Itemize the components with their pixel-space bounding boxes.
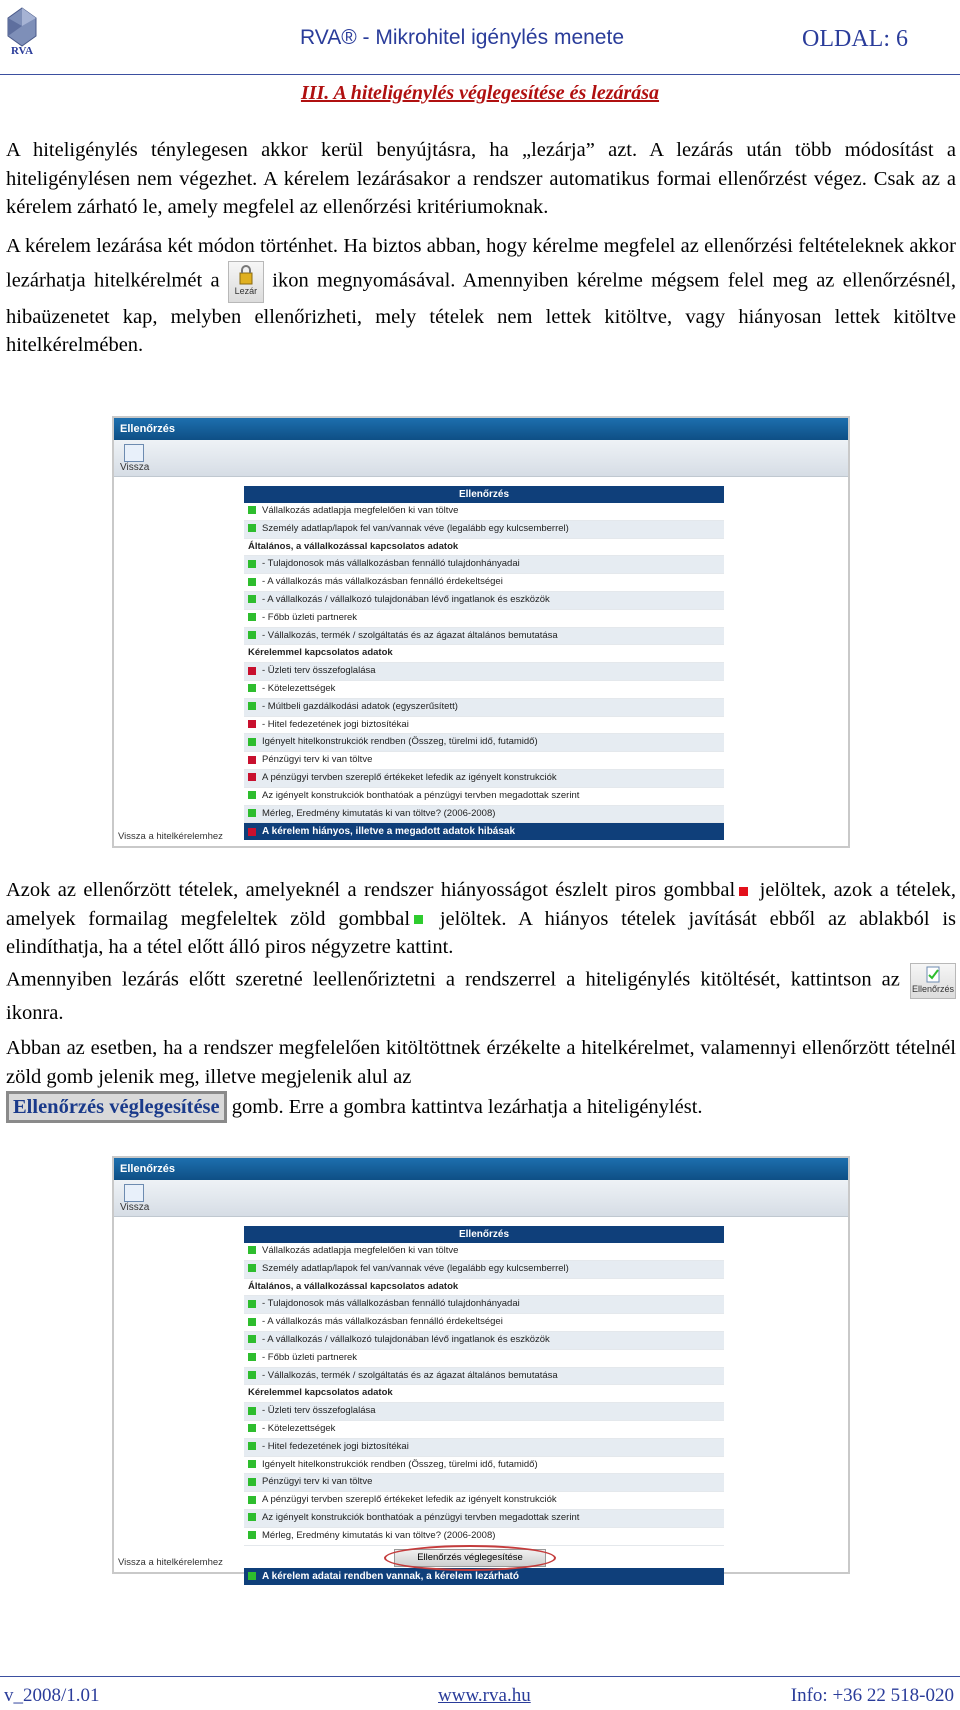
check-row: - Hitel fedezetének jogi biztosítékai [244, 1439, 724, 1457]
toolbar [114, 440, 848, 477]
check-row: - Vállalkozás, termék / szolgáltatás és az ágazat általános bemutatása [244, 1368, 724, 1386]
green-status-icon [248, 1353, 256, 1361]
check-row: - Tulajdonosok más vállalkozásban fennálló tulajdonhányadai [244, 556, 724, 574]
group-heading: Általános, a vállalkozással kapcsolatos adatok [244, 539, 724, 557]
green-status-icon [248, 1460, 256, 1468]
header-title: RVA® - Mikrohitel igénylés menete [300, 26, 624, 49]
green-status-icon [248, 738, 256, 746]
check-row: Igényelt hitelkonstrukciók rendben (Összeg, türelmi idő, futamidő) [244, 1457, 724, 1475]
check-row[interactable]: A pénzügyi tervben szereplő értékeket lefedik az igényelt konstrukciók [244, 770, 724, 788]
page-number: OLDAL: 6 [802, 26, 908, 52]
window-title: Ellenőrzés [114, 1158, 848, 1180]
green-status-icon [248, 631, 256, 639]
check-row: - A vállalkozás / vállalkozó tulajdonában lévő ingatlanok és eszközök [244, 1332, 724, 1350]
finalize-check-button[interactable]: Ellenőrzés véglegesítése [394, 1549, 546, 1567]
green-status-icon [248, 1371, 256, 1379]
back-label[interactable]: Vissza [120, 462, 150, 473]
check-row: Az igényelt konstrukciók bonthatóak a pénzügyi tervben megadottak szerint [244, 788, 724, 806]
section-title: III. A hiteligénylés véglegesítése és lezárása [300, 82, 660, 104]
check-row: Mérleg, Eredmény kimutatás ki van töltve? (2006-2008) [244, 806, 724, 824]
green-square-icon [414, 915, 423, 924]
info-phone: Info: +36 22 518-020 [790, 1685, 954, 1706]
final-button-row [244, 1546, 724, 1568]
check-panel [244, 1226, 724, 1585]
green-status-icon [248, 1246, 256, 1254]
red-status-icon[interactable] [248, 667, 256, 675]
check-row: - A vállalkozás / vállalkozó tulajdonában lévő ingatlanok és eszközök [244, 592, 724, 610]
list-icon[interactable] [124, 1184, 144, 1202]
result-bar: A kérelem adatai rendben vannak, a kérelem lezárható [244, 1568, 724, 1585]
green-status-icon [248, 524, 256, 532]
back-label[interactable]: Vissza [120, 1202, 150, 1213]
check-row: A pénzügyi tervben szereplő értékeket lefedik az igényelt konstrukciók [244, 1492, 724, 1510]
green-status-icon [248, 1531, 256, 1539]
green-status-icon [248, 1335, 256, 1343]
green-status-icon [248, 702, 256, 710]
lock-close-icon: Lezár [228, 261, 264, 303]
back-to-request-link[interactable]: Vissza a hitelkérelemhez [118, 831, 223, 842]
paragraph-text: A kérelem lezárása két módon történhet. Ha biztos abban, hogy kérelme megfelel az ellenőrzési feltételeknek akkor lezárhatja hitelkérelmét a [6, 235, 956, 292]
group-heading: Kérelemmel kapcsolatos adatok [244, 1385, 724, 1403]
red-status-icon[interactable] [248, 720, 256, 728]
paragraph-close-methods [6, 232, 956, 360]
red-square-icon [739, 887, 748, 896]
paragraph-colors: Azok az ellenőrzött tételek, amelyeknél a rendszer hiányosságot észlelt piros gombbal jelöltek, azok a tételek, amelyek formailag megfeleltek zöld gombbal jelöltek. A hiányos tételek javítását ebből az ablakból is elindíthatja, ha a tétel előtt álló piros négyzetre kattint. [6, 879, 957, 958]
check-row: - A vállalkozás más vállalkozásban fennálló érdekeltségei [244, 1314, 724, 1332]
green-status-icon [248, 613, 256, 621]
green-status-icon [248, 1442, 256, 1450]
check-row: Személy adatlap/lapok fel van/vannak véve (legalább egy kulcsemberrel) [244, 1261, 724, 1279]
window-title: Ellenőrzés [114, 418, 848, 440]
page-header [0, 0, 960, 75]
version: v_2008/1.01 [4, 1685, 100, 1706]
check-icon: Ellenőrzés [910, 963, 956, 999]
check-row: Személy adatlap/lapok fel van/vannak véve (legalább egy kulcsemberrel) [244, 521, 724, 539]
list-icon[interactable] [124, 444, 144, 462]
green-status-icon [248, 684, 256, 692]
paragraph-text: ikon megnyomásával. Amennyiben kérelme mégsem felel meg az ellenőrzésnél, hibaüzenetet kap, melyben ellenőrizheti, mely tételek nem lettek kitöltve, vagy hiányosan lettek kitöltve hitelkérelmében. [6, 269, 957, 356]
paragraph-precheck: Amennyiben lezárás előtt szeretné leellenőriztetni a rendszerrel a hiteligénylés kitöltését, kattintson az Ellenőrzés ikonra. [6, 963, 956, 1028]
green-status-icon [248, 1300, 256, 1308]
green-status-icon [248, 1478, 256, 1486]
panel-head: Ellenőrzés [244, 486, 724, 503]
check-row: - Főbb üzleti partnerek [244, 610, 724, 628]
screenshot-check-passed [112, 1156, 850, 1582]
check-row: - Üzleti terv összefoglalása [244, 1403, 724, 1421]
group-heading: Általános, a vállalkozással kapcsolatos adatok [244, 1279, 724, 1297]
green-status-icon [248, 1407, 256, 1415]
toolbar [114, 1180, 848, 1217]
panel-head: Ellenőrzés [244, 1226, 724, 1243]
check-row: - Tulajdonosok más vállalkozásban fennálló tulajdonhányadai [244, 1296, 724, 1314]
check-row: Vállalkozás adatlapja megfelelően ki van töltve [244, 1243, 724, 1261]
rva-logo-icon [4, 6, 40, 56]
green-status-icon [248, 578, 256, 586]
green-status-icon [248, 791, 256, 799]
website-link[interactable]: www.rva.hu [438, 1685, 531, 1706]
green-status-icon [248, 1513, 256, 1521]
check-row: - Főbb üzleti partnerek [244, 1350, 724, 1368]
check-row: - Vállalkozás, termék / szolgáltatás és az ágazat általános bemutatása [244, 628, 724, 646]
red-status-icon[interactable] [248, 756, 256, 764]
green-status-icon [248, 595, 256, 603]
red-status-icon[interactable] [248, 773, 256, 781]
green-status-icon [248, 1318, 256, 1326]
green-status-icon [248, 1424, 256, 1432]
check-panel [244, 486, 724, 840]
green-status-icon [248, 560, 256, 568]
finalize-check-button: Ellenőrzés véglegesítése [6, 1091, 227, 1123]
check-row: - Kötelezettségek [244, 681, 724, 699]
screenshot-check-failed [112, 416, 850, 848]
back-to-request-link[interactable]: Vissza a hitelkérelemhez [118, 1557, 223, 1568]
check-row: Igényelt hitelkonstrukciók rendben (Összeg, türelmi idő, futamidő) [244, 734, 724, 752]
svg-text:RVA: RVA [10, 45, 34, 56]
check-row: - Kötelezettségek [244, 1421, 724, 1439]
green-status-icon [248, 1496, 256, 1504]
page-footer [0, 1676, 960, 1710]
result-bar: A kérelem hiányos, illetve a megadott adatok hibásak [244, 823, 724, 840]
check-row[interactable]: - Hitel fedezetének jogi biztosítékai [244, 717, 724, 735]
check-row: - Múltbeli gazdálkodási adatok (egyszerűsített) [244, 699, 724, 717]
group-heading: Kérelemmel kapcsolatos adatok [244, 645, 724, 663]
check-row[interactable]: - Üzleti terv összefoglalása [244, 663, 724, 681]
check-row: Pénzügyi terv ki van töltve [244, 1474, 724, 1492]
paragraph-finalize: Abban az esetben, ha a rendszer megfelelően kitöltöttnek érzékelte a hitelkérelmet, valamennyi ellenőrzött tételnél zöld gomb jelenik meg, illetve megjelenik alul az Ellenőrzés véglegesítése gomb. Erre a gombra kattintva lezárhatja a hiteligénylést. [6, 1034, 956, 1123]
green-status-icon [248, 506, 256, 514]
green-status-icon [248, 809, 256, 817]
check-row: - A vállalkozás más vállalkozásban fennálló érdekeltségei [244, 574, 724, 592]
green-status-icon [248, 1264, 256, 1272]
paragraph-intro: A hiteligénylés ténylegesen akkor kerül benyújtásra, ha „lezárja” azt. A lezárás után több módosítást a hiteligénylésen nem végezhet. A kérelem lezárásakor a rendszer automatikus formai ellenőrzést végez. Csak az a kérelem zárható le, amely megfelel az ellenőrzési kritériumoknak. [6, 139, 956, 218]
check-row: Az igényelt konstrukciók bonthatóak a pénzügyi tervben megadottak szerint [244, 1510, 724, 1528]
check-row[interactable]: Pénzügyi terv ki van töltve [244, 752, 724, 770]
check-row: Vállalkozás adatlapja megfelelően ki van töltve [244, 503, 724, 521]
check-row: Mérleg, Eredmény kimutatás ki van töltve? (2006-2008) [244, 1528, 724, 1546]
